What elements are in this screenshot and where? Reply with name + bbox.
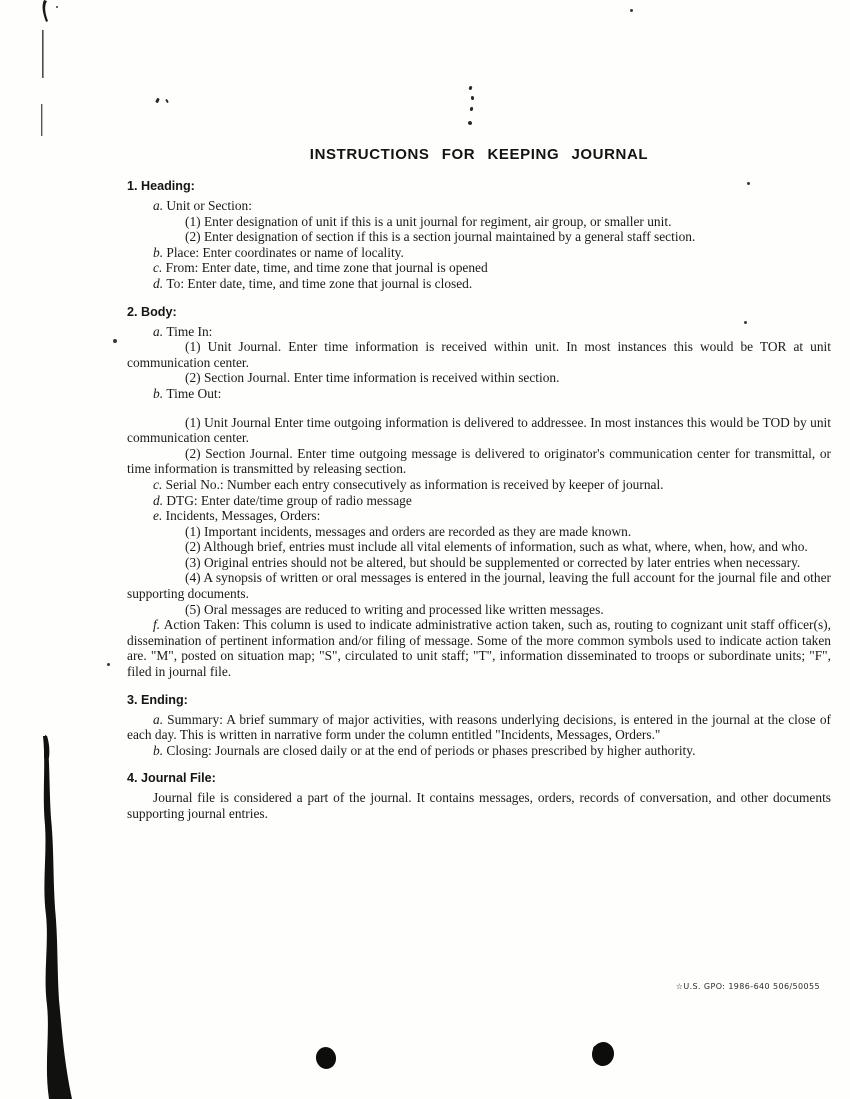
paragraph: (1) Important incidents, messages and orders are recorded as they are made known. (185, 523, 632, 539)
scan-speck (467, 120, 472, 125)
paragraph: d. To: Enter date, time, and time zone that journal is closed. (153, 275, 473, 291)
paragraph: (2) Section Journal. Enter time outgoing message is delivered to originator's communication center for transmittal, or time information is transmitted by releasing section. (127, 445, 831, 477)
item-lead: c. (153, 260, 166, 276)
paragraph: (2) Section Journal. Enter time information is received within section. (185, 370, 560, 386)
paragraph: (2) Although brief, entries must include all vital elements of information, such as what, where, when, how, and who. (185, 539, 808, 555)
scan-speck (56, 6, 58, 8)
section-heading: 4. Journal File: (127, 771, 216, 786)
document-title: INSTRUCTIONS FOR KEEPING JOURNAL (309, 146, 649, 163)
paragraph: a. Unit or Section: (153, 198, 252, 213)
document-body (127, 179, 831, 822)
scan-artifact-left-edge-smudge (0, 0, 90, 1099)
paragraph: b. Place: Enter coordinates or name of locality. (153, 244, 404, 260)
scan-speck (471, 96, 475, 100)
section-heading: 1. Heading: (127, 179, 195, 193)
item-lead: b. (153, 244, 167, 260)
item-lead: a. (153, 711, 168, 727)
paragraph: a. Summary: A brief summary of major activities, with reasons underlying decisions, is entered in the journal at the close of each day. This is written in narrative form under the column entitled "Incidents, Messages, Orders." (127, 711, 831, 743)
scan-speck (630, 9, 633, 12)
paragraph: c. From: Enter date, time, and time zone that journal is opened (153, 260, 488, 276)
paragraph: b. Time Out: (153, 385, 222, 401)
scan-speck (468, 86, 472, 91)
scan-speck (155, 98, 160, 104)
paragraph: (1) Unit Journal. Enter time information is received within unit. In most instances this would be TOR at unit communication center. (127, 339, 831, 370)
paragraph: (2) Enter designation of section if this is a section journal maintained by a general staff section. (185, 229, 696, 245)
paragraph: f. Action Taken: This column is used to indicate administrative action taken, such as, routing to cognizant unit staff officer(s), dissemination of pertinent information and/or filing of message. Some of the more common symbols used to indicate action taken are. "M", posted on situation map; "S", circulated to unit staff; "T", information disseminated to troops or subordinate units; "F", filed in journal file. (127, 617, 831, 680)
paragraph: d. DTG: Enter date/time group of radio message (153, 492, 412, 508)
item-lead: a. (153, 198, 167, 213)
scan-speck (470, 107, 474, 112)
document-content (127, 146, 831, 822)
paragraph: c. Serial No.: Number each entry consecutively as information is received by keeper of journal. (153, 476, 664, 492)
scan-speck (113, 339, 117, 343)
section-heading: 3. Ending: (127, 692, 188, 707)
paragraph: (1) Enter designation of unit if this is a unit journal for regiment, air group, or smaller unit. (185, 213, 672, 229)
scan-speck (165, 99, 169, 103)
paragraph: b. Closing: Journals are closed daily or at the end of periods or phases prescribed by higher authority. (153, 742, 696, 758)
paragraph: (5) Oral messages are reduced to writing and processed like written messages. (185, 601, 604, 617)
scan-artifact-punch-dot-right (586, 1039, 622, 1071)
paragraph: (3) Original entries should not be altered, but should be supplemented or corrected by later entries when necessary. (185, 554, 801, 570)
paragraph: e. Incidents, Messages, Orders: (153, 508, 321, 524)
paragraph: (1) Unit Journal Enter time outgoing information is delivered to addressee. In most instances this would be TOD by unit communication center. (127, 414, 831, 446)
gpo-footer: ☆U.S. GPO: 1986-640 506/50055 (675, 982, 820, 991)
item-lead: b. (153, 385, 167, 401)
item-lead: a. (153, 323, 167, 339)
paragraph: Journal file is considered a part of the journal. It contains messages, orders, records of conversation, and other documents supporting journal entries. (127, 790, 831, 821)
item-lead: d. (153, 492, 167, 508)
item-lead: c. (153, 476, 166, 492)
item-lead: f. (153, 617, 164, 633)
scan-artifact-punch-dot-left (310, 1044, 344, 1074)
item-lead: d. (153, 275, 167, 291)
item-lead: b. (153, 742, 167, 758)
section-heading: 2. Body: (127, 304, 177, 319)
scan-speck (107, 663, 110, 666)
paragraph: a. Time In: (153, 323, 213, 339)
item-lead: e. (153, 508, 166, 524)
paragraph: (4) A synopsis of written or oral messages is entered in the journal, leaving the full account for the journal file and other supporting documents. (127, 570, 831, 602)
